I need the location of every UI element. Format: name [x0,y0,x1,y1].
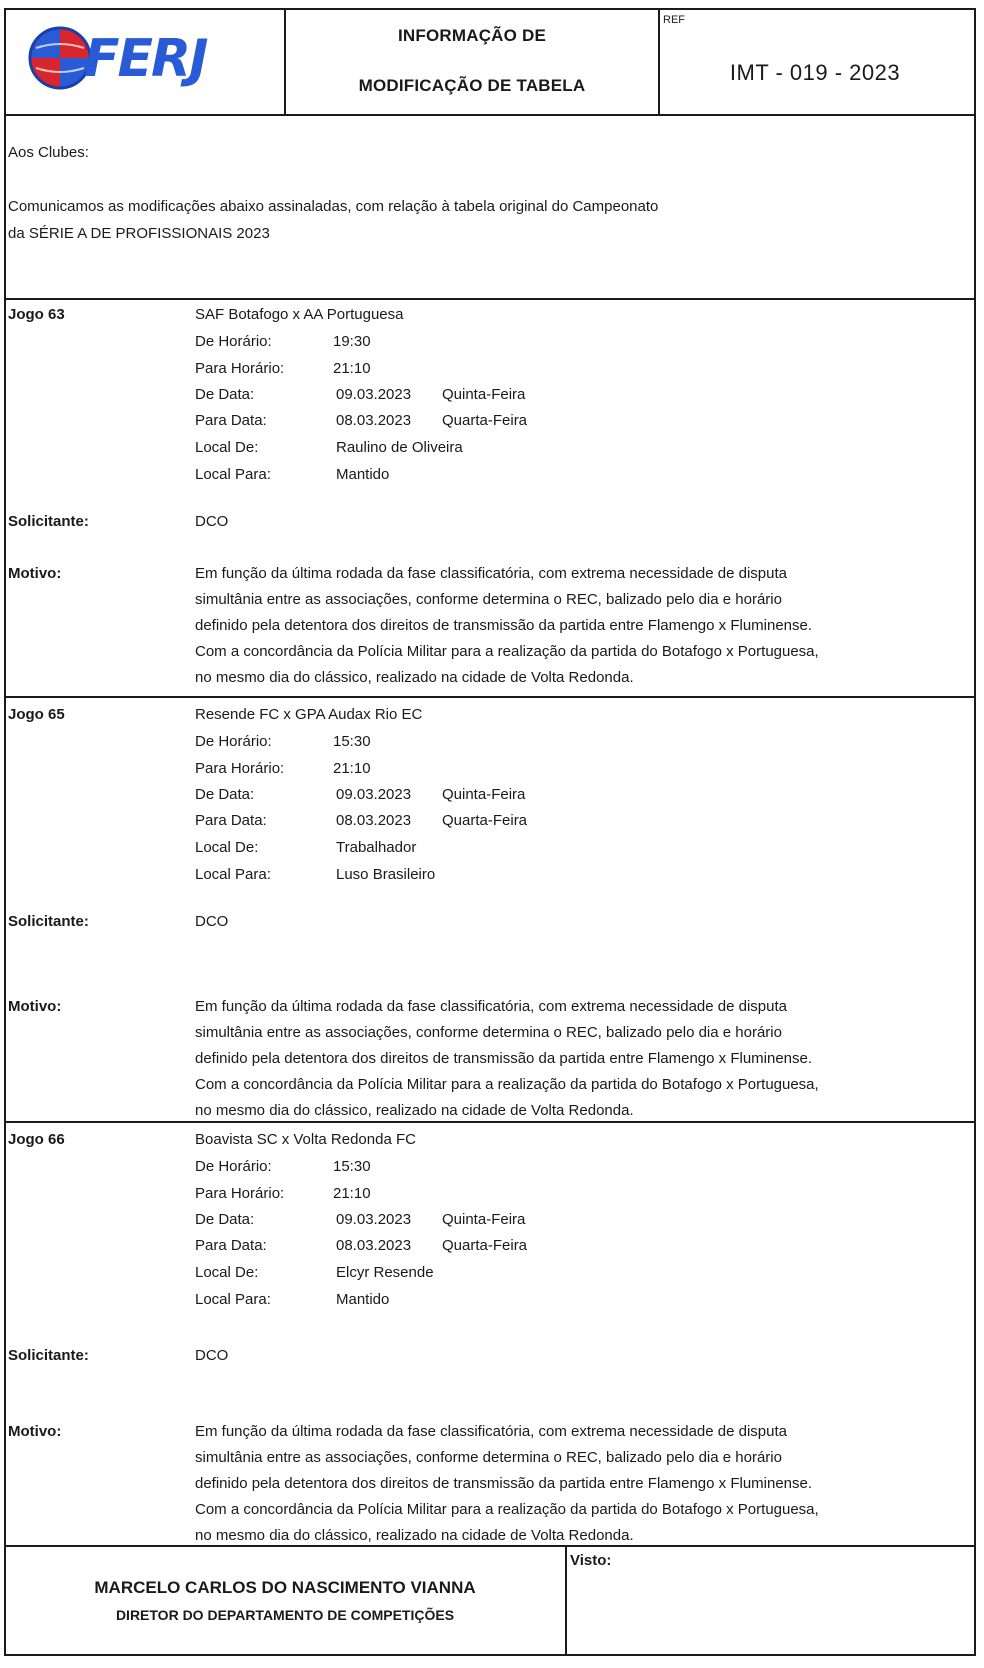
label-motivo: Motivo: [8,1423,62,1440]
motivo-line: Em função da última rodada da fase classificatória, com extrema necessidade de disputa [195,1423,787,1440]
value-solicitante: DCO [195,513,229,530]
ferj-logo-graphic [16,18,271,98]
motivo-line: no mesmo dia do clássico, realizado na cidade de Volta Redonda. [195,669,634,686]
motivo-line: simultânia entre as associações, conforme determina o REC, balizado pelo dia e horário [195,1449,782,1466]
value-de-dia: Quinta-Feira [442,386,526,403]
game-number: Jogo 65 [8,706,65,723]
label-solicitante: Solicitante: [8,913,89,930]
value-para-dia: Quarta-Feira [442,412,528,429]
label-para-horario: Para Horário: [195,760,285,777]
label-para-data: Para Data: [195,812,267,829]
game-match: SAF Botafogo x AA Portuguesa [195,306,404,323]
visto-label: Visto: [570,1552,612,1569]
value-para-horario: 21:10 [333,760,371,777]
value-para-horario: 21:10 [333,1185,371,1202]
value-solicitante: DCO [195,913,229,930]
game-match: Resende FC x GPA Audax Rio EC [195,706,423,723]
value-solicitante: DCO [195,1347,229,1364]
intro-line-2: da SÉRIE A DE PROFISSIONAIS 2023 [8,225,270,242]
label-de-horario: De Horário: [195,733,272,750]
label-solicitante: Solicitante: [8,1347,89,1364]
ferj-logo [16,18,271,98]
value-local-para: Luso Brasileiro [336,866,436,883]
label-para-horario: Para Horário: [195,1185,285,1202]
label-local-de: Local De: [195,839,259,856]
doc-title-line1: INFORMAÇÃO DE [397,26,547,45]
motivo-line: Com a concordância da Polícia Militar para a realização da partida do Botafogo x Portuguesa, [195,1076,819,1093]
value-para-dia: Quarta-Feira [442,1237,528,1254]
value-para-data: 08.03.2023 [336,1237,412,1254]
label-de-data: De Data: [195,1211,255,1228]
motivo-line: simultânia entre as associações, conforme determina o REC, balizado pelo dia e horário [195,1024,782,1041]
label-local-para: Local Para: [195,866,271,883]
value-de-horario: 15:30 [333,1158,371,1175]
motivo-line: no mesmo dia do clássico, realizado na cidade de Volta Redonda. [195,1102,634,1119]
motivo-text [195,561,965,691]
game-number: Jogo 63 [8,306,65,323]
label-para-data: Para Data: [195,1237,267,1254]
value-para-horario: 21:10 [333,360,371,377]
label-para-data: Para Data: [195,412,267,429]
label-para-horario: Para Horário: [195,360,285,377]
label-de-data: De Data: [195,786,255,803]
logo-wordmark: FERJ [84,29,207,89]
value-de-dia: Quinta-Feira [442,1211,526,1228]
game-number: Jogo 66 [8,1131,65,1148]
motivo-line: Em função da última rodada da fase classificatória, com extrema necessidade de disputa [195,565,787,582]
label-solicitante: Solicitante: [8,513,89,530]
greeting: Aos Clubes: [8,144,89,161]
label-de-horario: De Horário: [195,333,272,350]
value-para-data: 08.03.2023 [336,812,412,829]
motivo-line: no mesmo dia do clássico, realizado na cidade de Volta Redonda. [195,1527,634,1544]
value-local-de: Elcyr Resende [336,1264,434,1281]
value-de-data: 09.03.2023 [336,1211,412,1228]
value-de-data: 09.03.2023 [336,786,412,803]
value-local-para: Mantido [336,1291,390,1308]
label-motivo: Motivo: [8,998,62,1015]
value-local-para: Mantido [336,466,390,483]
motivo-line: Com a concordância da Polícia Militar para a realização da partida do Botafogo x Portuguesa, [195,1501,819,1518]
ref-value: IMT - 019 - 2023 [729,60,901,85]
signatory-role: DIRETOR DO DEPARTAMENTO DE COMPETIÇÕES [115,1607,455,1623]
value-de-dia: Quinta-Feira [442,786,526,803]
value-para-data: 08.03.2023 [336,412,412,429]
motivo-text [195,1419,965,1549]
label-local-para: Local Para: [195,1291,271,1308]
label-de-data: De Data: [195,386,255,403]
motivo-line: definido pela detentora dos direitos de transmissão da partida entre Flamengo x Fluminense. [195,1475,813,1492]
label-local-de: Local De: [195,439,259,456]
motivo-line: definido pela detentora dos direitos de transmissão da partida entre Flamengo x Fluminense. [195,1050,813,1067]
label-local-para: Local Para: [195,466,271,483]
game-match: Boavista SC x Volta Redonda FC [195,1131,416,1148]
intro-line-1: Comunicamos as modificações abaixo assinaladas, com relação à tabela original do Campeonato [8,198,659,215]
doc-title-line2: MODIFICAÇÃO DE TABELA [358,76,586,95]
label-motivo: Motivo: [8,565,62,582]
value-de-data: 09.03.2023 [336,386,412,403]
value-de-horario: 15:30 [333,733,371,750]
value-para-dia: Quarta-Feira [442,812,528,829]
value-local-de: Raulino de Oliveira [336,439,463,456]
signatory-name: MARCELO CARLOS DO NASCIMENTO VIANNA [94,1578,476,1597]
motivo-line: simultânia entre as associações, conforme determina o REC, balizado pelo dia e horário [195,591,782,608]
motivo-line: Em função da última rodada da fase classificatória, com extrema necessidade de disputa [195,998,787,1015]
ref-label: REF [663,14,685,26]
motivo-line: definido pela detentora dos direitos de transmissão da partida entre Flamengo x Fluminense. [195,617,813,634]
motivo-text [195,994,965,1124]
motivo-line: Com a concordância da Polícia Militar para a realização da partida do Botafogo x Portuguesa, [195,643,819,660]
value-de-horario: 19:30 [333,333,371,350]
label-local-de: Local De: [195,1264,259,1281]
label-de-horario: De Horário: [195,1158,272,1175]
value-local-de: Trabalhador [336,839,417,856]
